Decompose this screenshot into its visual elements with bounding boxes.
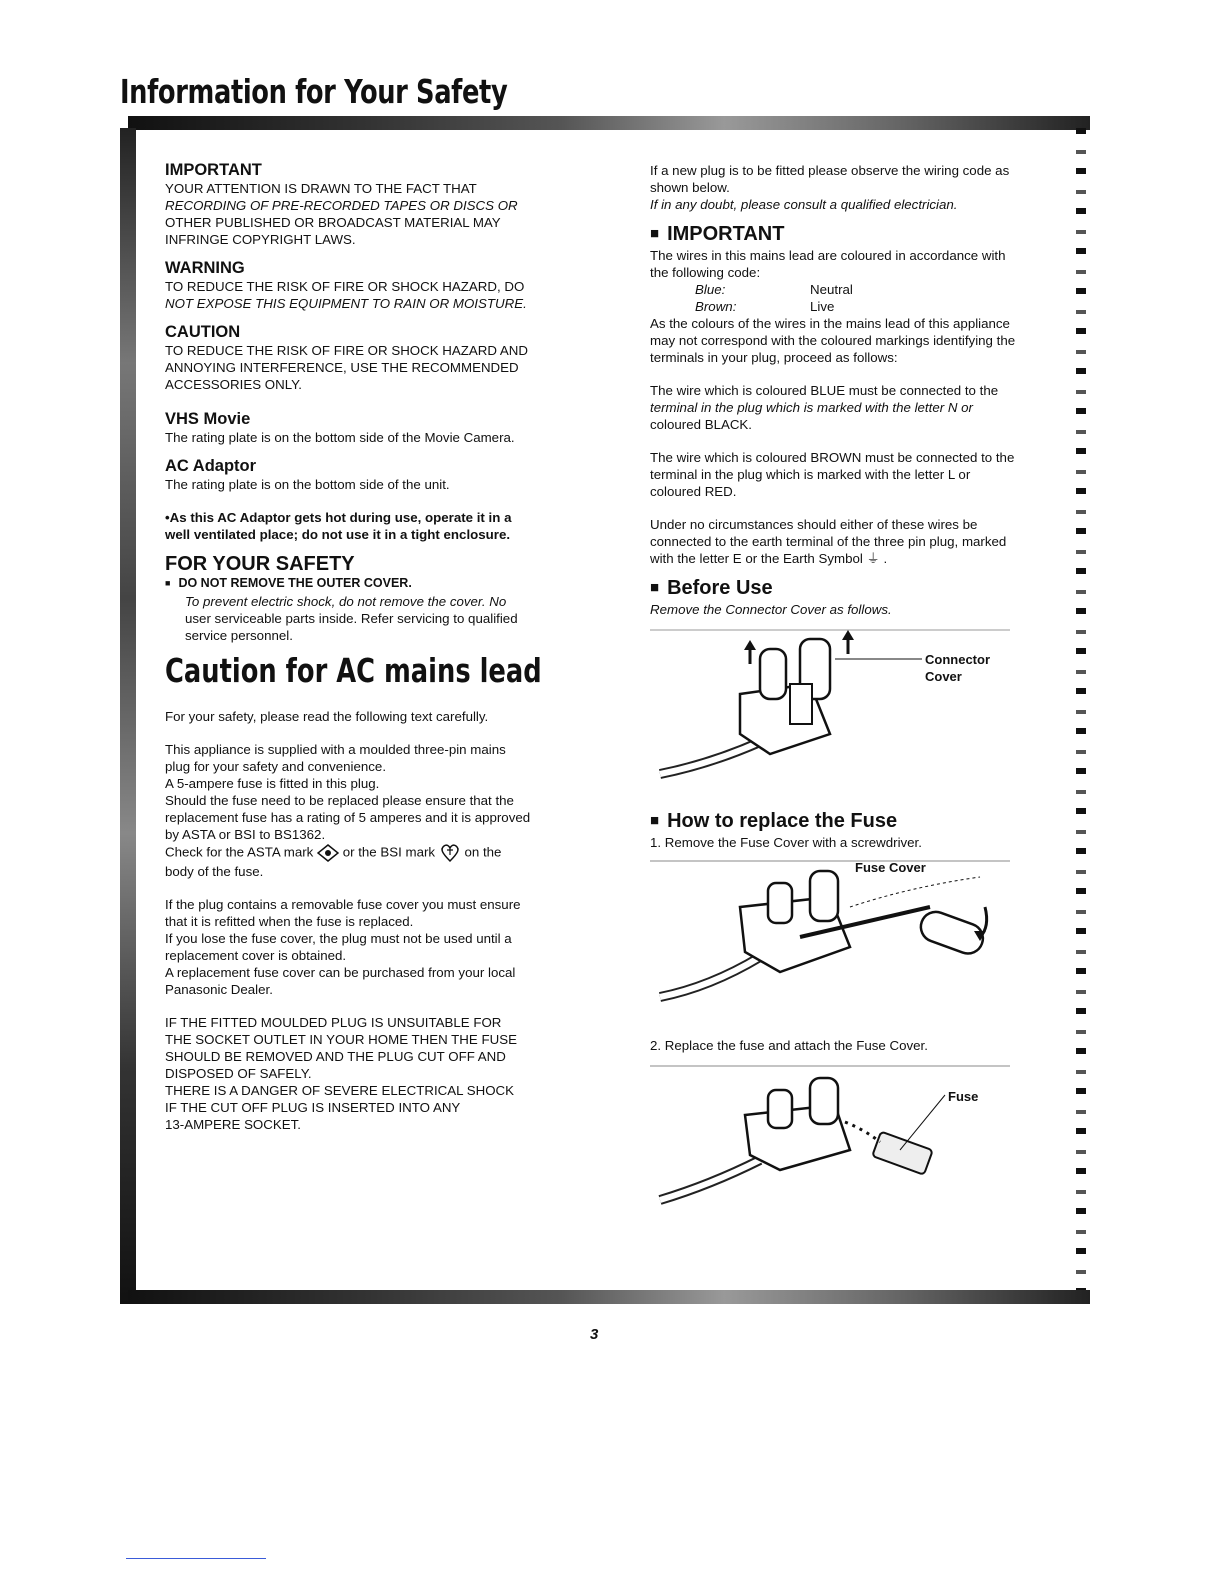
mains-line: If the plug contains a removable fuse cover you must ensure [165, 897, 521, 912]
connector-label: Cover [925, 669, 962, 684]
wire-meaning: Neutral [810, 282, 853, 297]
wiring-line: terminal in the plug which is marked with the letter N or [650, 400, 973, 415]
fuse-step: 1. Remove the Fuse Cover with a screwdriver. [650, 835, 922, 850]
page-title: Information for Your Safety [120, 72, 508, 111]
fuse-insert-illustration [650, 1060, 1030, 1220]
mains-line: DISPOSED OF SAFELY. [165, 1066, 312, 1081]
wiring-line: coloured RED. [650, 484, 737, 499]
ac-adaptor-section [165, 456, 575, 493]
wiring-line: The wire which is coloured BROWN must be connected to the [650, 450, 1015, 465]
mains-line: IF THE FITTED MOULDED PLUG IS UNSUITABLE FOR [165, 1015, 502, 1030]
fuse-step: 2. Replace the fuse and attach the Fuse Cover. [650, 1038, 928, 1053]
wiring-line: with the letter E or the Earth Symbol ⏚ . [650, 551, 888, 566]
top-divider [128, 116, 1090, 130]
mains-line: Should the fuse need to be replaced please ensure that the [165, 793, 514, 808]
intro-line: shown below. [650, 180, 730, 195]
mains-line: This appliance is supplied with a moulded three-pin mains [165, 742, 506, 757]
wiring-line: The wires in this mains lead are coloured in accordance with [650, 248, 1006, 263]
asta-mark-icon [317, 844, 339, 862]
wiring-line: may not correspond with the coloured markings identifying the [650, 333, 1016, 348]
for-safety-line: service personnel. [185, 628, 293, 643]
right-column [650, 162, 1060, 1230]
for-safety-heading: FOR YOUR SAFETY [165, 553, 355, 575]
caution-heading: CAUTION [165, 323, 241, 341]
caution-line: ACCESSORIES ONLY. [165, 377, 302, 392]
mains-line: replacement fuse has a rating of 5 amperes and it is approved [165, 810, 531, 825]
important-line: YOUR ATTENTION IS DRAWN TO THE FACT THAT [165, 181, 477, 196]
for-safety-section [165, 553, 575, 644]
mains-line: body of the fuse. [165, 864, 264, 879]
caution-line: ANNOYING INTERFERENCE, USE THE RECOMMENDED [165, 360, 519, 375]
connector-label: Connector [925, 652, 990, 667]
mains-para-1 [165, 741, 575, 880]
wiring-line: the following code: [650, 265, 761, 280]
right-edge-marks [1076, 128, 1086, 1298]
mains-line: by ASTA or BSI to BS1362. [165, 827, 326, 842]
for-safety-line: user serviceable parts inside. Refer servicing to qualified [185, 611, 518, 626]
important-line: RECORDING OF PRE-RECORDED TAPES OR DISCS OR [165, 198, 518, 213]
mains-line: 13-AMPERE SOCKET. [165, 1117, 301, 1132]
bottom-divider [128, 1290, 1090, 1304]
mains-line: that it is refitted when the fuse is replaced. [165, 914, 414, 929]
warning-line: NOT EXPOSE THIS EQUIPMENT TO RAIN OR MOISTURE. [165, 296, 527, 311]
footnote-rule [126, 1558, 266, 1559]
connector-cover-figure [650, 624, 1030, 784]
mains-line: SHOULD BE REMOVED AND THE PLUG CUT OFF AND [165, 1049, 506, 1064]
before-use-heading: ■ Before Use [650, 577, 1060, 601]
wiring-line: As the colours of the wires in the mains lead of this appliance [650, 316, 1010, 331]
wire-meaning: Live [810, 299, 835, 314]
wiring-line: terminals in your plug, proceed as follows: [650, 350, 898, 365]
hot-note [165, 509, 575, 543]
wire-colour: Brown: [695, 299, 737, 314]
mains-intro: For your safety, please read the following text carefully. [165, 709, 489, 724]
warning-line: TO REDUCE THE RISK OF FIRE OR SHOCK HAZARD, DO [165, 279, 525, 294]
wiring-line: Under no circumstances should either of these wires be [650, 517, 978, 532]
screwdriver-illustration [650, 857, 1030, 1017]
wiring-line: connected to the earth terminal of the three pin plug, marked [650, 534, 1007, 549]
check-text: on the [464, 844, 502, 860]
wire-code-row [650, 281, 1060, 298]
fuse-insert-figure [650, 1060, 1030, 1220]
mains-line: replacement cover is obtained. [165, 948, 347, 963]
wiring-line: The wire which is coloured BLUE must be connected to the [650, 383, 999, 398]
mains-line: THE SOCKET OUTLET IN YOUR HOME THEN THE FUSE [165, 1032, 517, 1047]
before-use-text: Remove the Connector Cover as follows. [650, 602, 892, 617]
fuse-label: Fuse [948, 1089, 979, 1104]
check-text: Check for the ASTA mark [165, 844, 314, 860]
left-column [165, 160, 575, 1133]
bsi-mark-icon [439, 843, 461, 863]
warning-section [165, 258, 575, 312]
fuse-heading: ■ How to replace the Fuse [650, 810, 1060, 834]
mains-title: Caution for AC mains lead [165, 651, 542, 690]
left-edge-bar [120, 128, 136, 1304]
important-section [165, 160, 575, 248]
intro-line: If a new plug is to be fitted please observe the wiring code as [650, 163, 1010, 178]
mains-line: THERE IS A DANGER OF SEVERE ELECTRICAL SHOCK [165, 1083, 515, 1098]
ac-adaptor-heading: AC Adaptor [165, 457, 257, 475]
doubt-line: If in any doubt, please consult a qualified electrician. [650, 197, 958, 212]
important-line: OTHER PUBLISHED OR BROADCAST MATERIAL MAY [165, 215, 501, 230]
vhs-section [165, 409, 575, 446]
ac-adaptor-text: The rating plate is on the bottom side of the unit. [165, 477, 450, 492]
mark-check-line [165, 843, 575, 863]
mains-line: IF THE CUT OFF PLUG IS INSERTED INTO ANY [165, 1100, 461, 1115]
mains-line: plug for your safety and convenience. [165, 759, 387, 774]
caution-line: TO REDUCE THE RISK OF FIRE OR SHOCK HAZARD AND [165, 343, 529, 358]
mains-line: A 5-ampere fuse is fitted in this plug. [165, 776, 380, 791]
mains-para-2 [165, 896, 575, 998]
plug-connector-illustration [650, 624, 1030, 784]
fuse-cover-label: Fuse Cover [855, 860, 926, 875]
warning-heading: WARNING [165, 259, 245, 277]
for-safety-bullet: ■ DO NOT REMOVE THE OUTER COVER. [165, 575, 575, 593]
wire-code-row [650, 298, 1060, 315]
mains-para-3 [165, 1014, 575, 1133]
important-heading: IMPORTANT [165, 161, 262, 179]
important-line: INFRINGE COPYRIGHT LAWS. [165, 232, 356, 247]
fuse-cover-figure [650, 857, 1030, 1017]
caution-section [165, 322, 575, 393]
hot-note-line: well ventilated place; do not use it in a tight enclosure. [165, 527, 511, 542]
for-safety-line: To prevent electric shock, do not remove the cover. No [185, 594, 507, 609]
mains-line: Panasonic Dealer. [165, 982, 273, 997]
wiring-line: coloured BLACK. [650, 417, 752, 432]
important-wiring-heading: ■ IMPORTANT [650, 223, 1060, 247]
check-text: or the BSI mark [342, 844, 436, 860]
wiring-line: terminal in the plug which is marked with the letter L or [650, 467, 971, 482]
wire-colour: Blue: [695, 282, 726, 297]
vhs-heading: VHS Movie [165, 410, 251, 428]
mains-line: If you lose the fuse cover, the plug must not be used until a [165, 931, 512, 946]
page-number: 3 [590, 1326, 599, 1343]
hot-note-line: •As this AC Adaptor gets hot during use, operate it in a [165, 510, 512, 525]
vhs-text: The rating plate is on the bottom side of the Movie Camera. [165, 430, 515, 445]
mains-line: A replacement fuse cover can be purchased from your local [165, 965, 516, 980]
